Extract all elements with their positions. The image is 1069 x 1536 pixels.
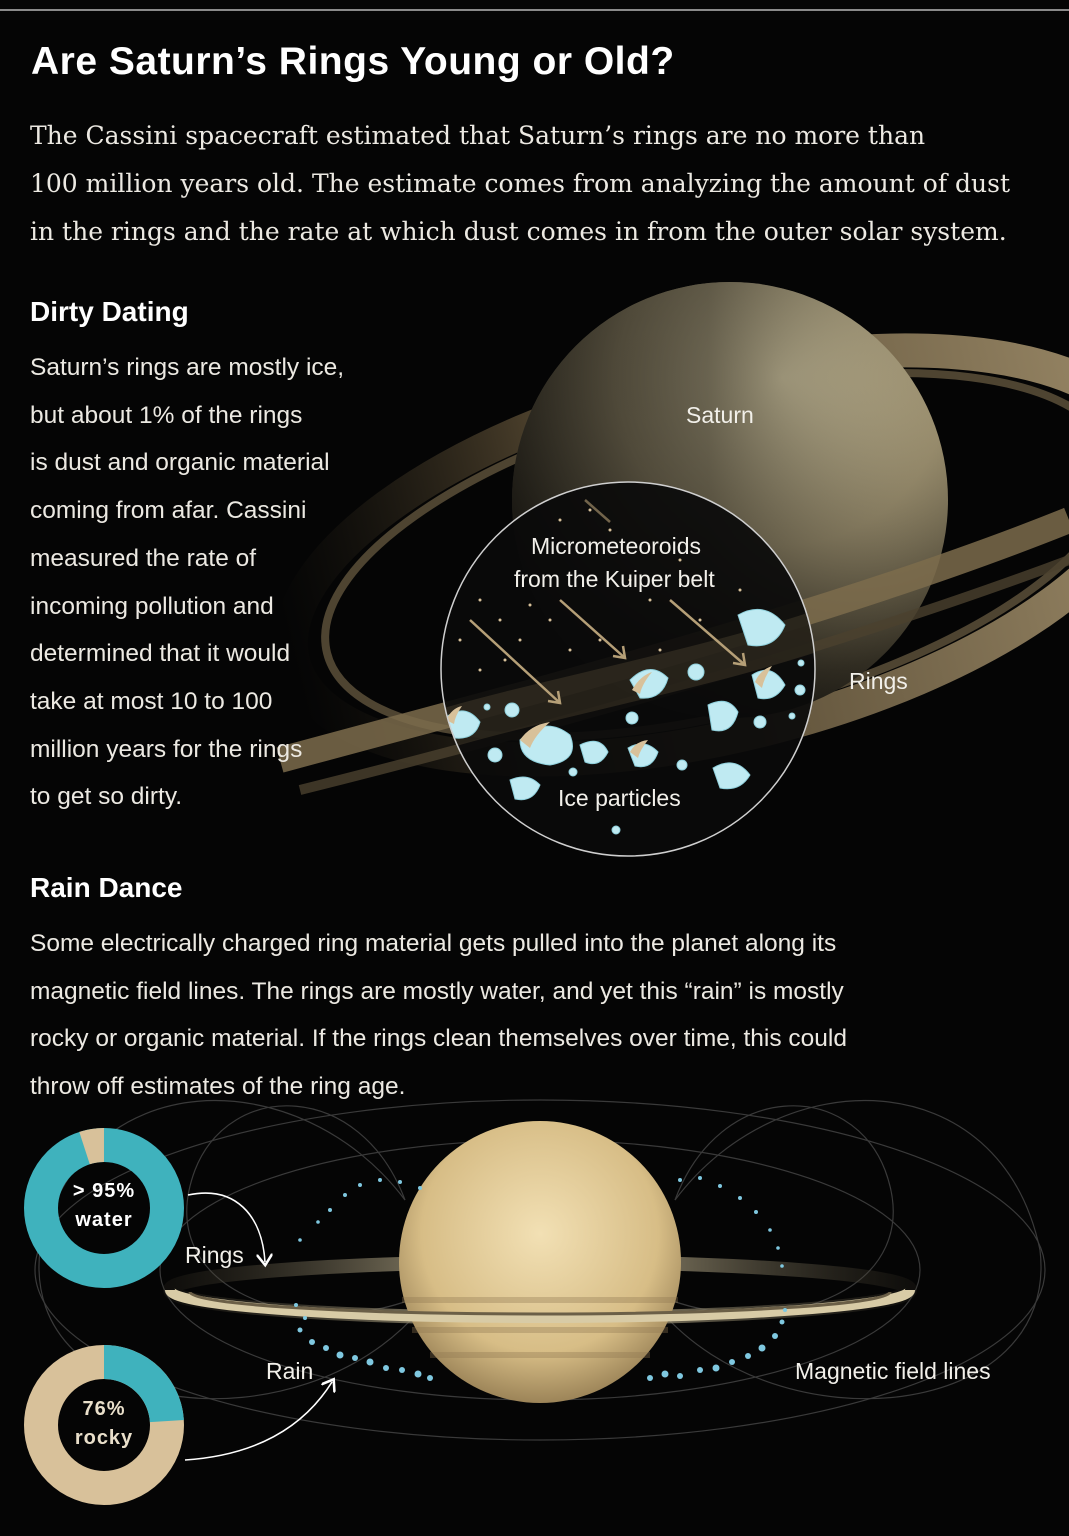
dirty-dating-line: but about 1% of the rings [30, 401, 303, 429]
rain-dance-line: rocky or organic material. If the rings clean themselves over time, this could [30, 1025, 848, 1053]
donut-water-label: water [75, 1209, 133, 1231]
intro-paragraph [30, 112, 1050, 256]
ice-particles-label: Ice particles [558, 785, 681, 811]
donut-rocky [41, 1362, 167, 1488]
rings-label-top: Rings [849, 668, 908, 694]
intro-line: in the rings and the rate at which dust comes in from the outer solar system. [30, 217, 1007, 246]
dirty-dating-line: determined that it would [30, 640, 291, 668]
kuiper-belt-label: from the Kuiper belt [514, 566, 715, 592]
rain-dance-line: throw off estimates of the ring age. [30, 1073, 406, 1101]
donut-water [25, 1129, 184, 1288]
dirty-dating-line: million years for the rings [30, 735, 303, 763]
rain-dance-line: magnetic field lines. The rings are mostly water, and yet this “rain” is mostly [30, 977, 844, 1005]
magnetic-field-lines-label: Magnetic field lines [795, 1358, 991, 1384]
dirty-dating-line: coming from afar. Cassini [30, 497, 307, 525]
rain-label: Rain [266, 1358, 314, 1384]
rain-dance-heading: Rain Dance [30, 872, 183, 903]
intro-line: The Cassini spacecraft estimated that Saturn’s rings are no more than [30, 121, 926, 150]
donut-rocky-label: rocky [74, 1427, 134, 1449]
page-title: Are Saturn’s Rings Young or Old? [31, 40, 675, 83]
rain-dance-text [30, 920, 847, 1111]
rain-dance-line: Some electrically charged ring material gets pulled into the planet along its [30, 930, 837, 957]
micrometeoroids-label: Micrometeoroids [531, 533, 701, 559]
saturn-label: Saturn [686, 402, 754, 428]
intro-line: 100 million years old. The estimate comes from analyzing the amount of dust [30, 169, 1010, 198]
dirty-dating-line: is dust and organic material [30, 449, 330, 477]
donut-rocky-percent: 76% [82, 1398, 126, 1420]
dirty-dating-line: Saturn’s rings are mostly ice, [30, 354, 345, 381]
donut-water-percent: > 95% [72, 1180, 136, 1202]
dirty-dating-line: measured the rate of [30, 544, 257, 572]
dirty-dating-text [30, 344, 344, 821]
rings-label-bottom: Rings [185, 1242, 244, 1268]
dirty-dating-heading: Dirty Dating [30, 296, 189, 327]
dirty-dating-line: to get so dirty. [30, 783, 183, 811]
dirty-dating-line: incoming pollution and [30, 592, 274, 620]
dirty-dating-line: take at most 10 to 100 [30, 687, 273, 715]
